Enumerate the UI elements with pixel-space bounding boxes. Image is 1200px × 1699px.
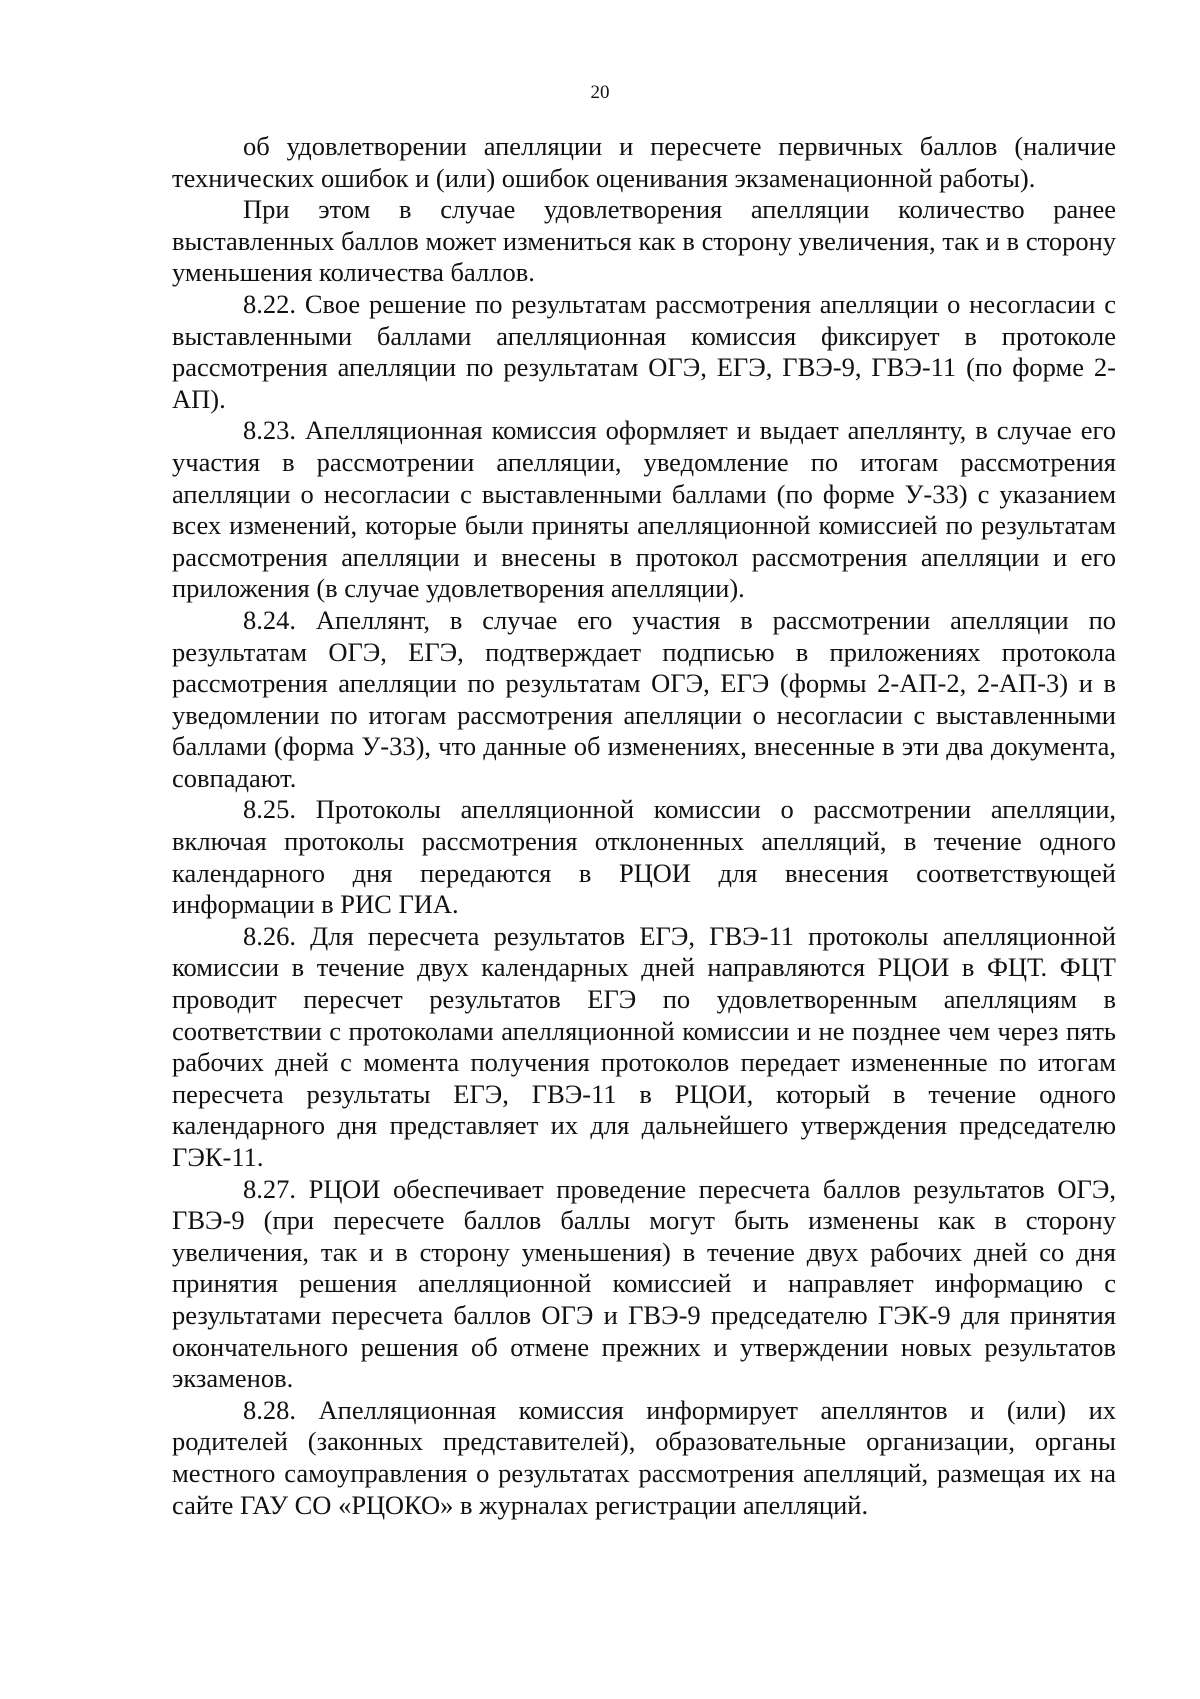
page-number: 20	[590, 82, 610, 103]
document-body	[172, 131, 1116, 1521]
paragraph-8-22: 8.22. Свое решение по результатам рассмотрения апелляции о несогласии с выставленными баллами апелляционная комиссия фиксирует в протоколе рассмотрения апелляции по результатам ОГЭ, ЕГЭ, ГВЭ-9, ГВЭ-11 (по форме 2-АП).	[172, 288, 1116, 414]
paragraph-8-26: 8.26. Для пересчета результатов ЕГЭ, ГВЭ-11 протоколы апелляционной комиссии в течение двух календарных дней направляются РЦОИ в ФЦТ. ФЦТ проводит пересчет результатов ЕГЭ по удовлетворенным апелляциям в соответствии с протоколами апелляционной комиссии и не позднее чем через пять рабочих дней с момента получения протоколов передает измененные по итогам пересчета результаты ЕГЭ, ГВЭ-11 в РЦОИ, который в течение одного календарного дня представляет их для дальнейшего утверждения председателю ГЭК-11.	[172, 920, 1116, 1172]
paragraph-continuation: об удовлетворении апелляции и пересчете первичных баллов (наличие технических ошибок и (или) ошибок оценивания экзаменационной работы).	[172, 131, 1116, 193]
paragraph-8-24: 8.24. Апеллянт, в случае его участия в рассмотрении апелляции по результатам ОГЭ, ЕГЭ, подтверждает подписью в приложениях протокола рассмотрения апелляции по результатам ОГЭ, ЕГЭ (формы 2-АП-2, 2-АП-3) и в уведомлении по итогам рассмотрения апелляции о несогласии с выставленными баллами (форма У-33), что данные об изменениях, внесенные в эти два документа, совпадают.	[172, 604, 1116, 793]
paragraph-8-28: 8.28. Апелляционная комиссия информирует апеллянтов и (или) их родителей (законных представителей), образовательные организации, органы местного самоуправления о результатах рассмотрения апелляций, размещая их на сайте ГАУ СО «РЦОКО» в журналах регистрации апелляций.	[172, 1394, 1116, 1520]
paragraph-8-27: 8.27. РЦОИ обеспечивает проведение пересчета баллов результатов ОГЭ, ГВЭ-9 (при пересчете баллов баллы могут быть изменены как в сторону увеличения, так и в сторону уменьшения) в течение двух рабочих дней со дня принятия решения апелляционной комиссией и направляет информацию с результатами пересчета баллов ОГЭ и ГВЭ-9 председателю ГЭК-9 для принятия окончательного решения об отмене прежних и утверждении новых результатов экзаменов.	[172, 1173, 1116, 1394]
paragraph-8-25: 8.25. Протоколы апелляционной комиссии о рассмотрении апелляции, включая протоколы рассмотрения отклоненных апелляций, в течение одного календарного дня передаются в РЦОИ для внесения соответствующей информации в РИС ГИА.	[172, 794, 1116, 920]
paragraph-8-23: 8.23. Апелляционная комиссия оформляет и выдает апеллянту, в случае его участия в рассмотрении апелляции, уведомление по итогам рассмотрения апелляции о несогласии с выставленными баллами (по форме У-33) с указанием всех изменений, которые были приняты апелляционной комиссией по результатам рассмотрения апелляции и внесены в протокол рассмотрения апелляции и его приложения (в случае удовлетворения апелляции).	[172, 415, 1116, 604]
paragraph-recount-note: При этом в случае удовлетворения апелляции количество ранее выставленных баллов может измениться как в сторону увеличения, так и в сторону уменьшения количества баллов.	[172, 194, 1116, 288]
